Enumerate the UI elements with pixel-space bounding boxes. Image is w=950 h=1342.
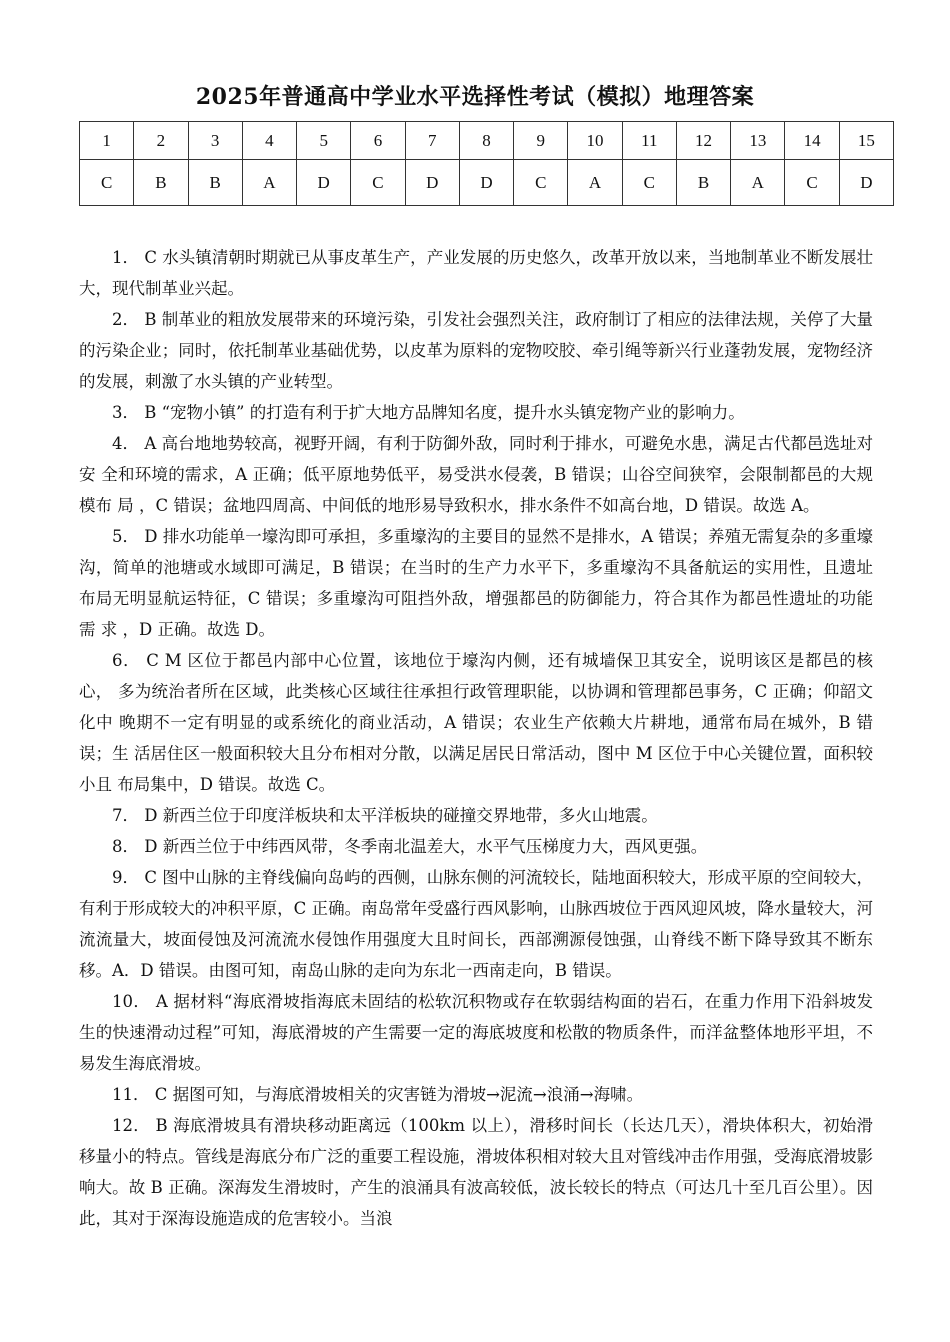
- answer-cell: C: [351, 160, 405, 206]
- answer-cell: C: [785, 160, 839, 206]
- answer-cell: D: [839, 160, 893, 206]
- question-number: 13: [731, 122, 785, 160]
- question-number: 8: [459, 122, 513, 160]
- explanation-paragraph: 1． C 水头镇清朝时期就已从事皮革生产，产业发展的历史悠久，改革开放以来，当地制革业不断发展壮大，现代制革业兴起。: [79, 248, 873, 298]
- question-number: 7: [405, 122, 459, 160]
- answer-cell: A: [242, 160, 296, 206]
- question-number: 2: [134, 122, 188, 160]
- answer-cell: B: [188, 160, 242, 206]
- answer-cell: B: [134, 160, 188, 206]
- answer-cell: A: [731, 160, 785, 206]
- answer-cell: B: [676, 160, 730, 206]
- question-number: 6: [351, 122, 405, 160]
- explanation-paragraph: 4． A 高台地地势较高，视野开阔，有利于防御外敌，同时利于排水，可避免水患，满足古代都邑选址对安 全和环境的需求，A 正确；低平原地势低平，易受洪水侵袭，B 错误；山谷空间狭窄，会限制都邑的大规模布 局 ，C 错误；盆地四周高、中间低的地形易导致积水，排水条件不如高台地，D 错误。故选 A。: [79, 434, 873, 515]
- explanation-paragraph: 6． C M 区位于都邑内部中心位置，该地位于壕沟内侧，还有城墙保卫其安全，说明该区是都邑的核心， 多为统治者所在区域，此类核心区域往往承担行政管理职能，以协调和管理都邑事务，C 正确；仰韶文化中 晚期不一定有明显的或系统化的商业活动，A 错误；农业生产依赖大片耕地，通常布局在城外，B 错误；生 活居住区一般面积较大且分布相对分散，以满足居民日常活动，图中 M 区位于中心关键位置，面积较小且 布局集中，D 错误。故选 C。: [79, 651, 873, 794]
- explanation-paragraph: 2． B 制革业的粗放发展带来的环境污染，引发社会强烈关注，政府制订了相应的法律法规，关停了大量的污染企业；同时，依托制革业基础优势，以皮革为原料的宠物咬胶、牵引绳等新兴行业蓬勃发展，宠物经济的发展，刺激了水头镇的产业转型。: [79, 310, 873, 391]
- answer-cell: D: [459, 160, 513, 206]
- answer-cell: D: [405, 160, 459, 206]
- explanation-paragraph: 3． B “宠物小镇” 的打造有利于扩大地方品牌知名度，提升水头镇宠物产业的影响力。: [112, 403, 745, 422]
- explanation-paragraph: 8． D 新西兰位于中纬西风带，冬季南北温差大，水平气压梯度力大，西风更强。: [112, 837, 708, 856]
- answer-table: [79, 121, 894, 206]
- question-number: 10: [568, 122, 622, 160]
- explanation-paragraph: 11． C 据图可知，与海底滑坡相关的灾害链为滑坡→泥流→浪涌→海啸。: [112, 1085, 644, 1104]
- question-number: 9: [514, 122, 568, 160]
- question-number: 12: [676, 122, 730, 160]
- question-number: 1: [80, 122, 134, 160]
- answer-cell: A: [568, 160, 622, 206]
- answer-cell: C: [514, 160, 568, 206]
- explanation-paragraph: 10． A 据材料“海底滑坡指海底未固结的松软沉积物或存在软弱结构面的岩石，在重力作用下沿斜坡发生的快速滑动过程”可知，海底滑坡的产生需要一定的海底坡度和松散的物质条件，而洋盆整体地形平坦，不易发生海底滑坡。: [79, 992, 873, 1073]
- answer-row: [80, 160, 894, 206]
- explanation-paragraph: 12． B 海底滑坡具有滑块移动距离远（100km 以上），滑移时间长（长达几天），滑块体积大，初始滑移量小的特点。管线是海底分布广泛的重要工程设施，滑坡体积相对较大且对管线冲击作用强，受海底滑坡影响大。故 B 正确。深海发生滑坡时，产生的浪涌具有波高较低，波长较长的特点（可达几十至几百公里）。因此，其对于深海设施造成的危害较小。当浪: [79, 1116, 873, 1228]
- question-number: 4: [242, 122, 296, 160]
- question-number: 5: [297, 122, 351, 160]
- question-number: 15: [839, 122, 893, 160]
- question-number: 14: [785, 122, 839, 160]
- answer-cell: D: [297, 160, 351, 206]
- explanation-paragraph: 9． C 图中山脉的主脊线偏向岛屿的西侧，山脉东侧的河流较长，陆地面积较大，形成平原的空间较大，有利于形成较大的冲积平原，C 正确。南岛常年受盛行西风影响，山脉西坡位于西风迎风坡，降水量较大，河流流量大，坡面侵蚀及河流流水侵蚀作用强度大且时间长，西部溯源侵蚀强，山脊线不断下降导致其不断东移。A．D 错误。由图可知，南岛山脉的走向为东北一西南走向，B 错误。: [79, 868, 873, 980]
- question-number-row: [80, 122, 894, 160]
- question-number: 3: [188, 122, 242, 160]
- answer-cell: C: [80, 160, 134, 206]
- question-number: 11: [622, 122, 676, 160]
- explanation-paragraph: 7． D 新西兰位于印度洋板块和太平洋板块的碰撞交界地带，多火山地震。: [112, 806, 658, 825]
- page-title: 2025年普通高中学业水平选择性考试（模拟）地理答案: [195, 84, 755, 110]
- answer-cell: C: [622, 160, 676, 206]
- explanation-paragraph: 5． D 排水功能单一壕沟即可承担，多重壕沟的主要目的显然不是排水，A 错误；养殖无需复杂的多重壕 沟，简单的池塘或水域即可满足，B 错误；在当时的生产力水平下，多重壕沟不具备航运的实用性，且遗址 布局无明显航运特征，C 错误；多重壕沟可阻挡外敌，增强都邑的防御能力，符合其作为都邑性遗址的功能 需 求 ，D 正确。故选 D。: [79, 527, 873, 639]
- explanation-list: [79, 242, 873, 1234]
